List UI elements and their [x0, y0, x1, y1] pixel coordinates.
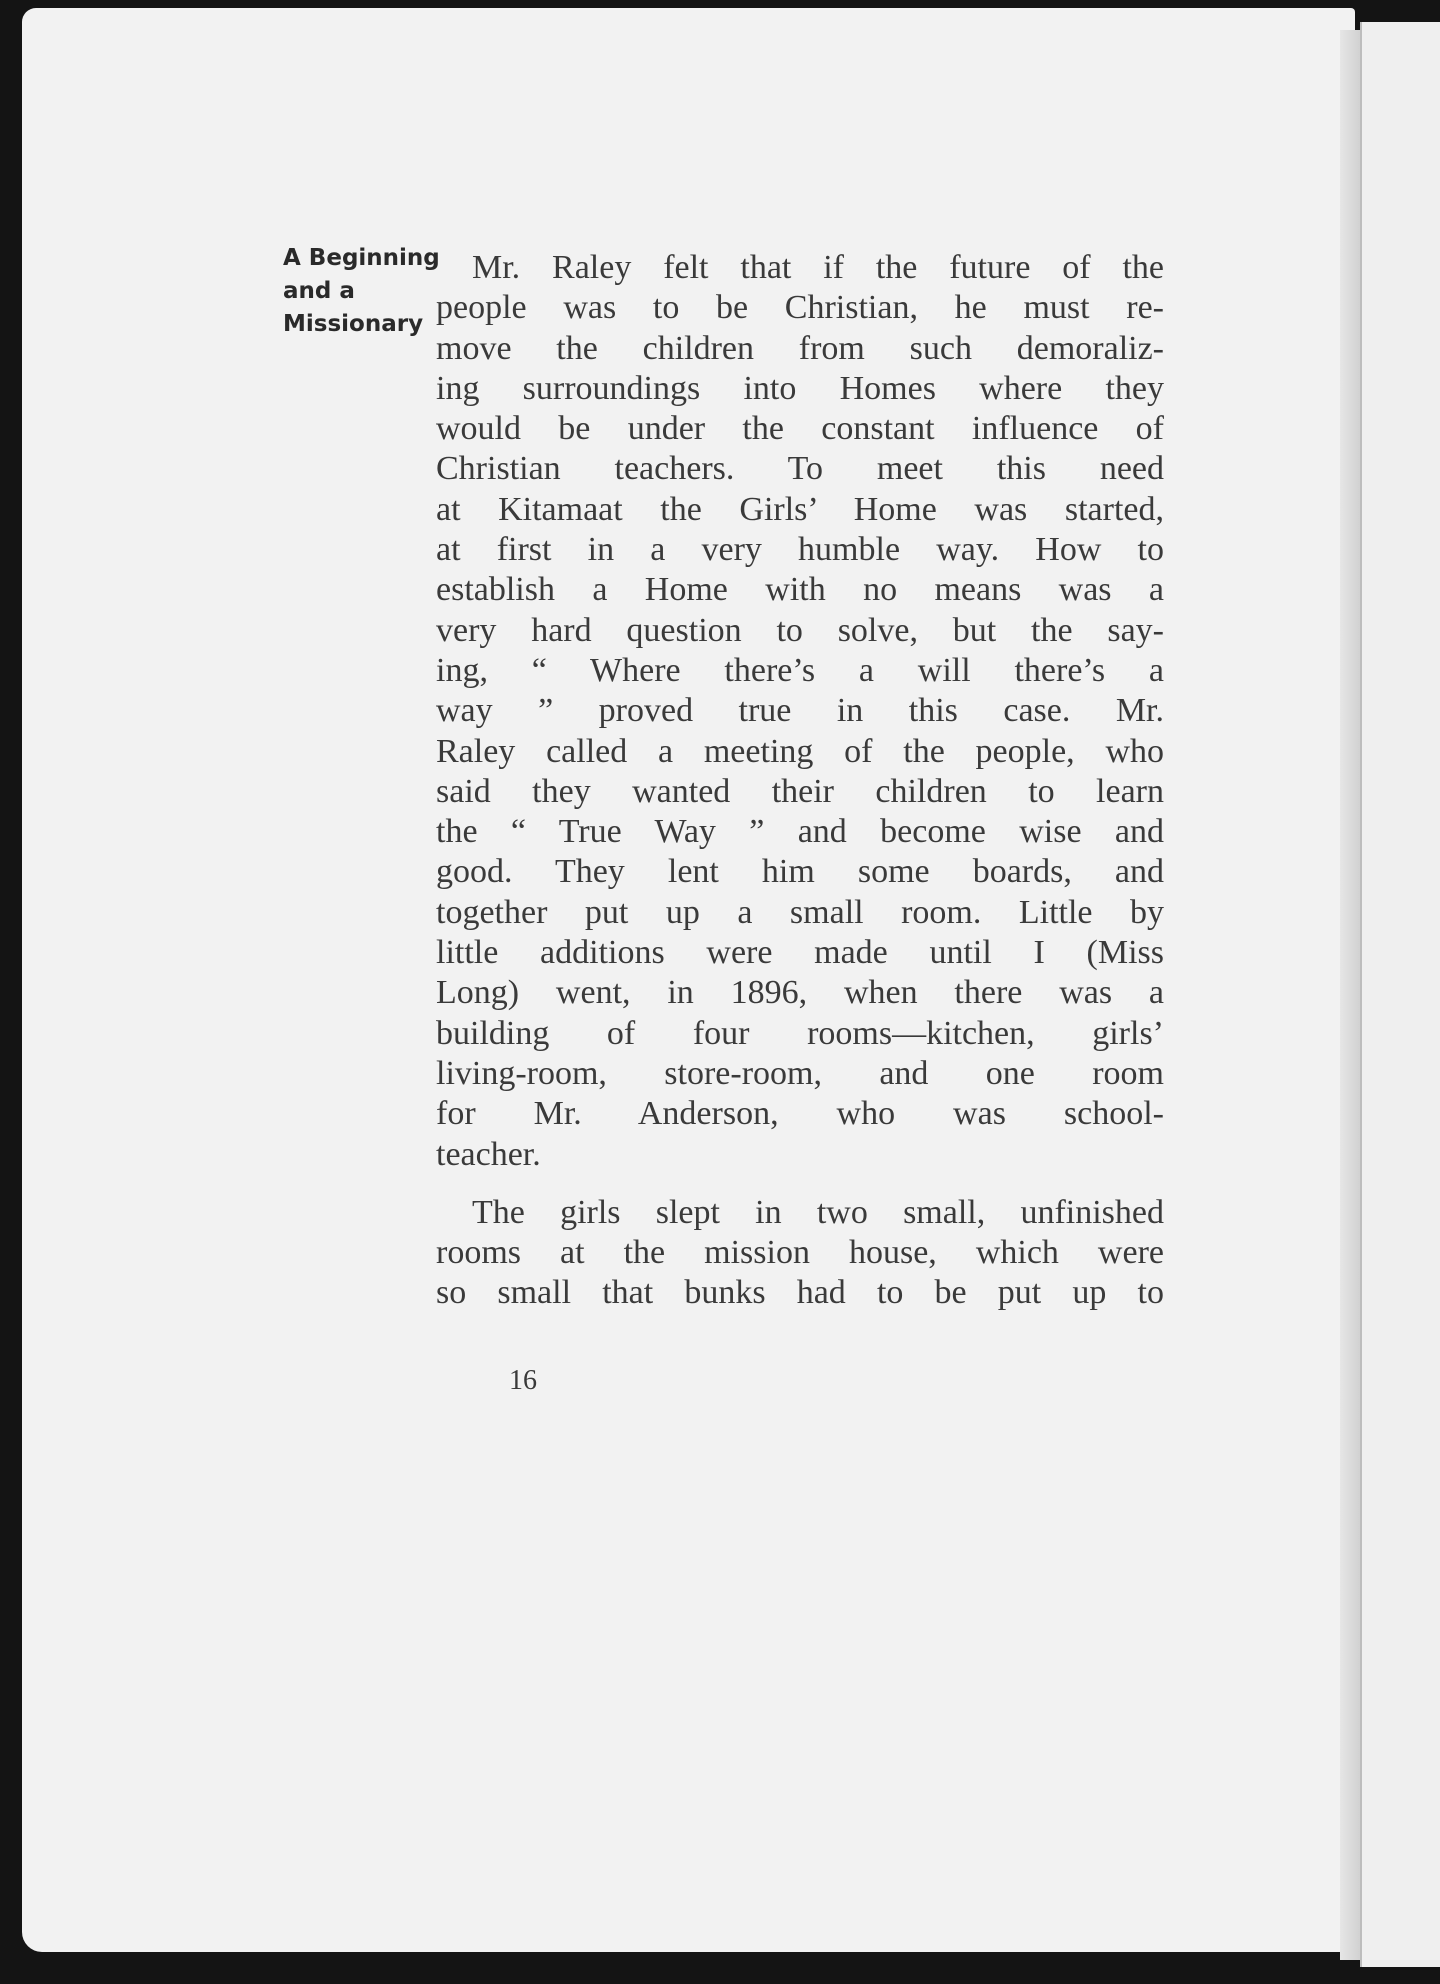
text-line: at Kitamaat the Girls’ Home was started, [436, 490, 1164, 528]
text-line: living-room, store-room, and one room [436, 1054, 1164, 1092]
paragraph-1 [436, 248, 1164, 1175]
text-line: The girls slept in two small, unfinished [472, 1193, 1164, 1231]
text-line: good. They lent him some boards, and [436, 853, 1164, 891]
gutter-shadow [1340, 30, 1362, 1960]
text-line: Long) went, in 1896, when there was a [436, 974, 1164, 1012]
text-line: at first in a very humble way. How to [436, 531, 1164, 569]
body-text [436, 248, 1164, 1314]
text-line: establish a Home with no means was a [436, 571, 1164, 609]
text-line: rooms at the mission house, which were [436, 1234, 1164, 1272]
text-line: Mr. Raley felt that if the future of the [472, 249, 1164, 286]
paragraph-2 [436, 1193, 1164, 1314]
margin-note-line: and a [283, 278, 355, 304]
text-line: said they wanted their children to learn [436, 772, 1164, 810]
text-line: Raley called a meeting of the people, who [436, 732, 1164, 770]
text-line: building of four rooms—kitchen, girls’ [436, 1014, 1164, 1052]
margin-note-line: Missionary [283, 311, 424, 337]
text-line: teacher. [436, 1135, 541, 1173]
text-line: would be under the constant influence of [436, 410, 1164, 448]
text-line: for Mr. Anderson, who was school- [436, 1095, 1164, 1133]
facing-page-edge [1360, 22, 1440, 1967]
text-line: way ” proved true in this case. Mr. [436, 692, 1164, 730]
text-line: so small that bunks had to be put up to [436, 1274, 1164, 1312]
page-number: 16 [509, 1365, 537, 1396]
text-line: people was to be Christian, he must re- [436, 289, 1164, 327]
margin-note-line: A Beginning [283, 245, 440, 271]
text-line: Christian teachers. To meet this need [436, 450, 1164, 488]
text-line: the “ True Way ” and become wise and [436, 813, 1164, 851]
text-line: little additions were made until I (Miss [436, 934, 1164, 972]
text-line: ing, “ Where there’s a will there’s a [436, 651, 1164, 689]
margin-note [283, 242, 440, 341]
text-line: together put up a small room. Little by [436, 893, 1164, 931]
text-line: very hard question to solve, but the say- [436, 611, 1164, 649]
text-line: move the children from such demoraliz- [436, 329, 1164, 367]
text-line: ing surroundings into Homes where they [436, 369, 1164, 407]
